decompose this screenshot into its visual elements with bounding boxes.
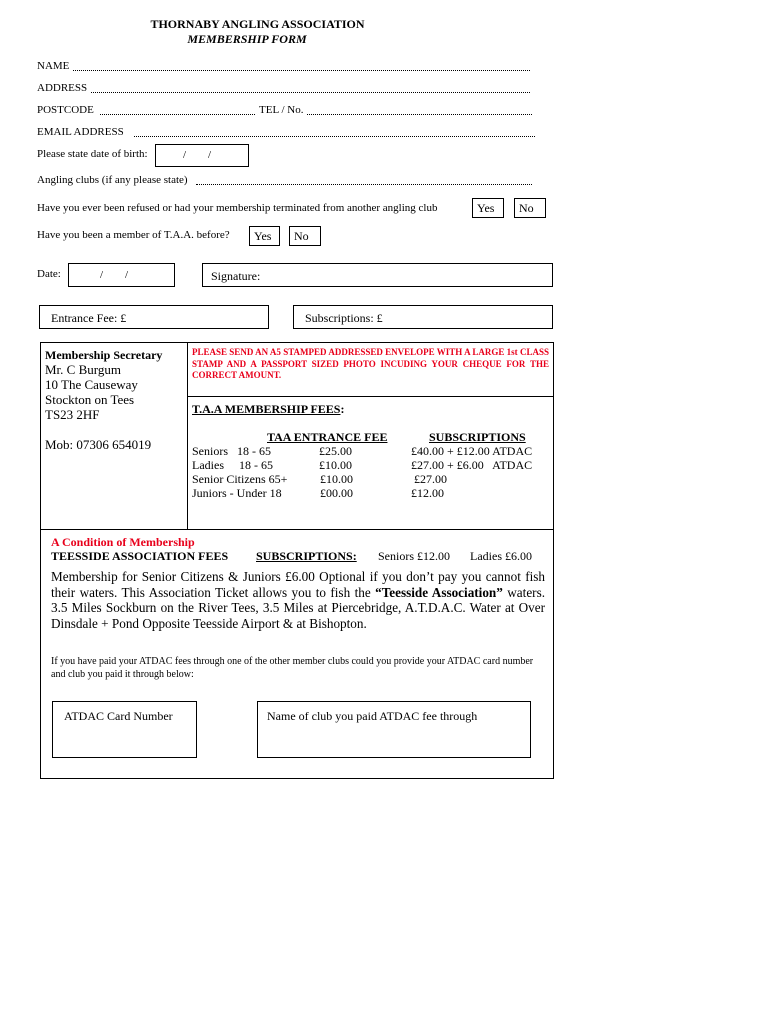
entrance-fee-column-header: TAA ENTRANCE FEE: [267, 430, 388, 444]
fee-row-subscription: £40.00 + £12.00 ATDAC: [411, 444, 533, 458]
teesside-ladies-fee: Ladies £6.00: [470, 549, 532, 563]
secretary-address-line-1: 10 The Causeway: [45, 377, 138, 392]
member-yes-checkbox[interactable]: Yes: [249, 226, 280, 246]
fee-row-entrance: £10.00: [319, 458, 352, 472]
condition-heading: A Condition of Membership: [51, 535, 195, 549]
form-subtitle: MEMBERSHIP FORM: [187, 32, 307, 46]
email-label: EMAIL ADDRESS: [37, 126, 124, 138]
dob-label: Please state date of birth:: [37, 148, 148, 160]
association-paragraph: [51, 569, 545, 631]
secretary-address-line-2: Stockton on Tees: [45, 392, 135, 407]
teesside-seniors-fee: Seniors £12.00: [378, 549, 450, 563]
address-field[interactable]: [91, 82, 530, 93]
address-label: ADDRESS: [37, 82, 88, 94]
postcode-label: POSTCODE: [37, 104, 94, 116]
tel-field[interactable]: [307, 104, 532, 115]
clubs-label: Angling clubs (if any please state): [37, 174, 188, 186]
postcode-field[interactable]: [100, 104, 255, 115]
tel-label: TEL / No.: [259, 104, 304, 116]
refused-question: Have you ever been refused or had your membership terminated from another angling club: [37, 202, 438, 214]
fee-row-category: Seniors 18 - 65: [192, 444, 271, 458]
form-title: THORNABY ANGLING ASSOCIATION: [150, 17, 365, 31]
fee-row-subscription: £27.00: [414, 472, 447, 486]
signature-field[interactable]: Signature:: [202, 263, 553, 287]
fee-row-subscription: £27.00 + £6.00 ATDAC: [411, 458, 533, 472]
envelope-notice: PLEASE SEND AN A5 STAMPED ADDRESSED ENVELOPE WITH A LARGE 1st CLASS STAMP AND A PASSPORT SIZED PHOTO INCUDING YOUR CHEQUE FOR THE CORRECT AMOUNT.: [192, 347, 549, 380]
subscriptions-column-header: SUBSCRIPTIONS: [429, 430, 526, 444]
fees-heading-wrap: [192, 402, 344, 417]
atdac-card-number-field[interactable]: ATDAC Card Number: [52, 701, 197, 758]
name-field[interactable]: [73, 60, 530, 71]
fee-row-category: Juniors - Under 18: [192, 486, 282, 500]
date-field[interactable]: / /: [68, 263, 175, 287]
association-text-a: Membership for Senior Citizens & Juniors £6.00 Optional if you don’t pay you cannot fish their waters. This Association Ticket allows you to fish the: [51, 569, 545, 600]
notice-divider: [187, 396, 554, 397]
email-field[interactable]: [134, 126, 535, 137]
member-question: Have you been a member of T.A.A. before?: [37, 229, 230, 241]
association-name: “Teesside Association”: [375, 584, 503, 600]
entrance-fee-field[interactable]: Entrance Fee: £: [39, 305, 269, 329]
fees-heading: T.A.A MEMBERSHIP FEES: [192, 402, 341, 416]
atdac-note: If you have paid your ATDAC fees through one of the other member clubs could you provide your ATDAC card number and club you paid it through below:: [51, 656, 534, 680]
dob-field[interactable]: / /: [155, 144, 249, 167]
fee-row-entrance: £00.00: [320, 486, 353, 500]
secretary-mobile: Mob: 07306 654019: [45, 437, 152, 452]
secretary-heading: Membership Secretary: [45, 348, 163, 362]
subscriptions-field[interactable]: Subscriptions: £: [293, 305, 553, 329]
fee-row-category: Senior Citizens 65+: [192, 472, 288, 486]
refused-no-checkbox[interactable]: No: [514, 198, 546, 218]
clubs-field[interactable]: [196, 174, 532, 185]
fee-row-entrance: £10.00: [320, 472, 353, 486]
secretary-postcode: TS23 2HF: [45, 407, 100, 422]
fees-bottom-divider: [40, 529, 554, 530]
fee-row-category: Ladies 18 - 65: [192, 458, 273, 472]
teesside-fees-label: TEESSIDE ASSOCIATION FEES: [51, 549, 229, 563]
fees-heading-colon: :: [340, 402, 345, 416]
member-no-checkbox[interactable]: No: [289, 226, 321, 246]
fee-row-subscription: £12.00: [411, 486, 444, 500]
fee-row-entrance: £25.00: [319, 444, 352, 458]
name-label: NAME: [37, 60, 70, 72]
atdac-club-name-field[interactable]: Name of club you paid ATDAC fee through: [257, 701, 531, 758]
association-text-b: waters. 3.5 Miles Sockburn on the River Tees, 3.5 Miles at Piercebridge, A.T.D.A.C. Water at Over Dinsdale + Pond Opposite Teesside Airport & at Bishopton.: [51, 584, 546, 631]
secretary-name: Mr. C Burgum: [45, 362, 121, 377]
teesside-subscriptions-label: SUBSCRIPTIONS:: [256, 549, 357, 563]
secretary-divider: [187, 342, 188, 530]
date-label: Date:: [37, 268, 61, 280]
refused-yes-checkbox[interactable]: Yes: [472, 198, 504, 218]
